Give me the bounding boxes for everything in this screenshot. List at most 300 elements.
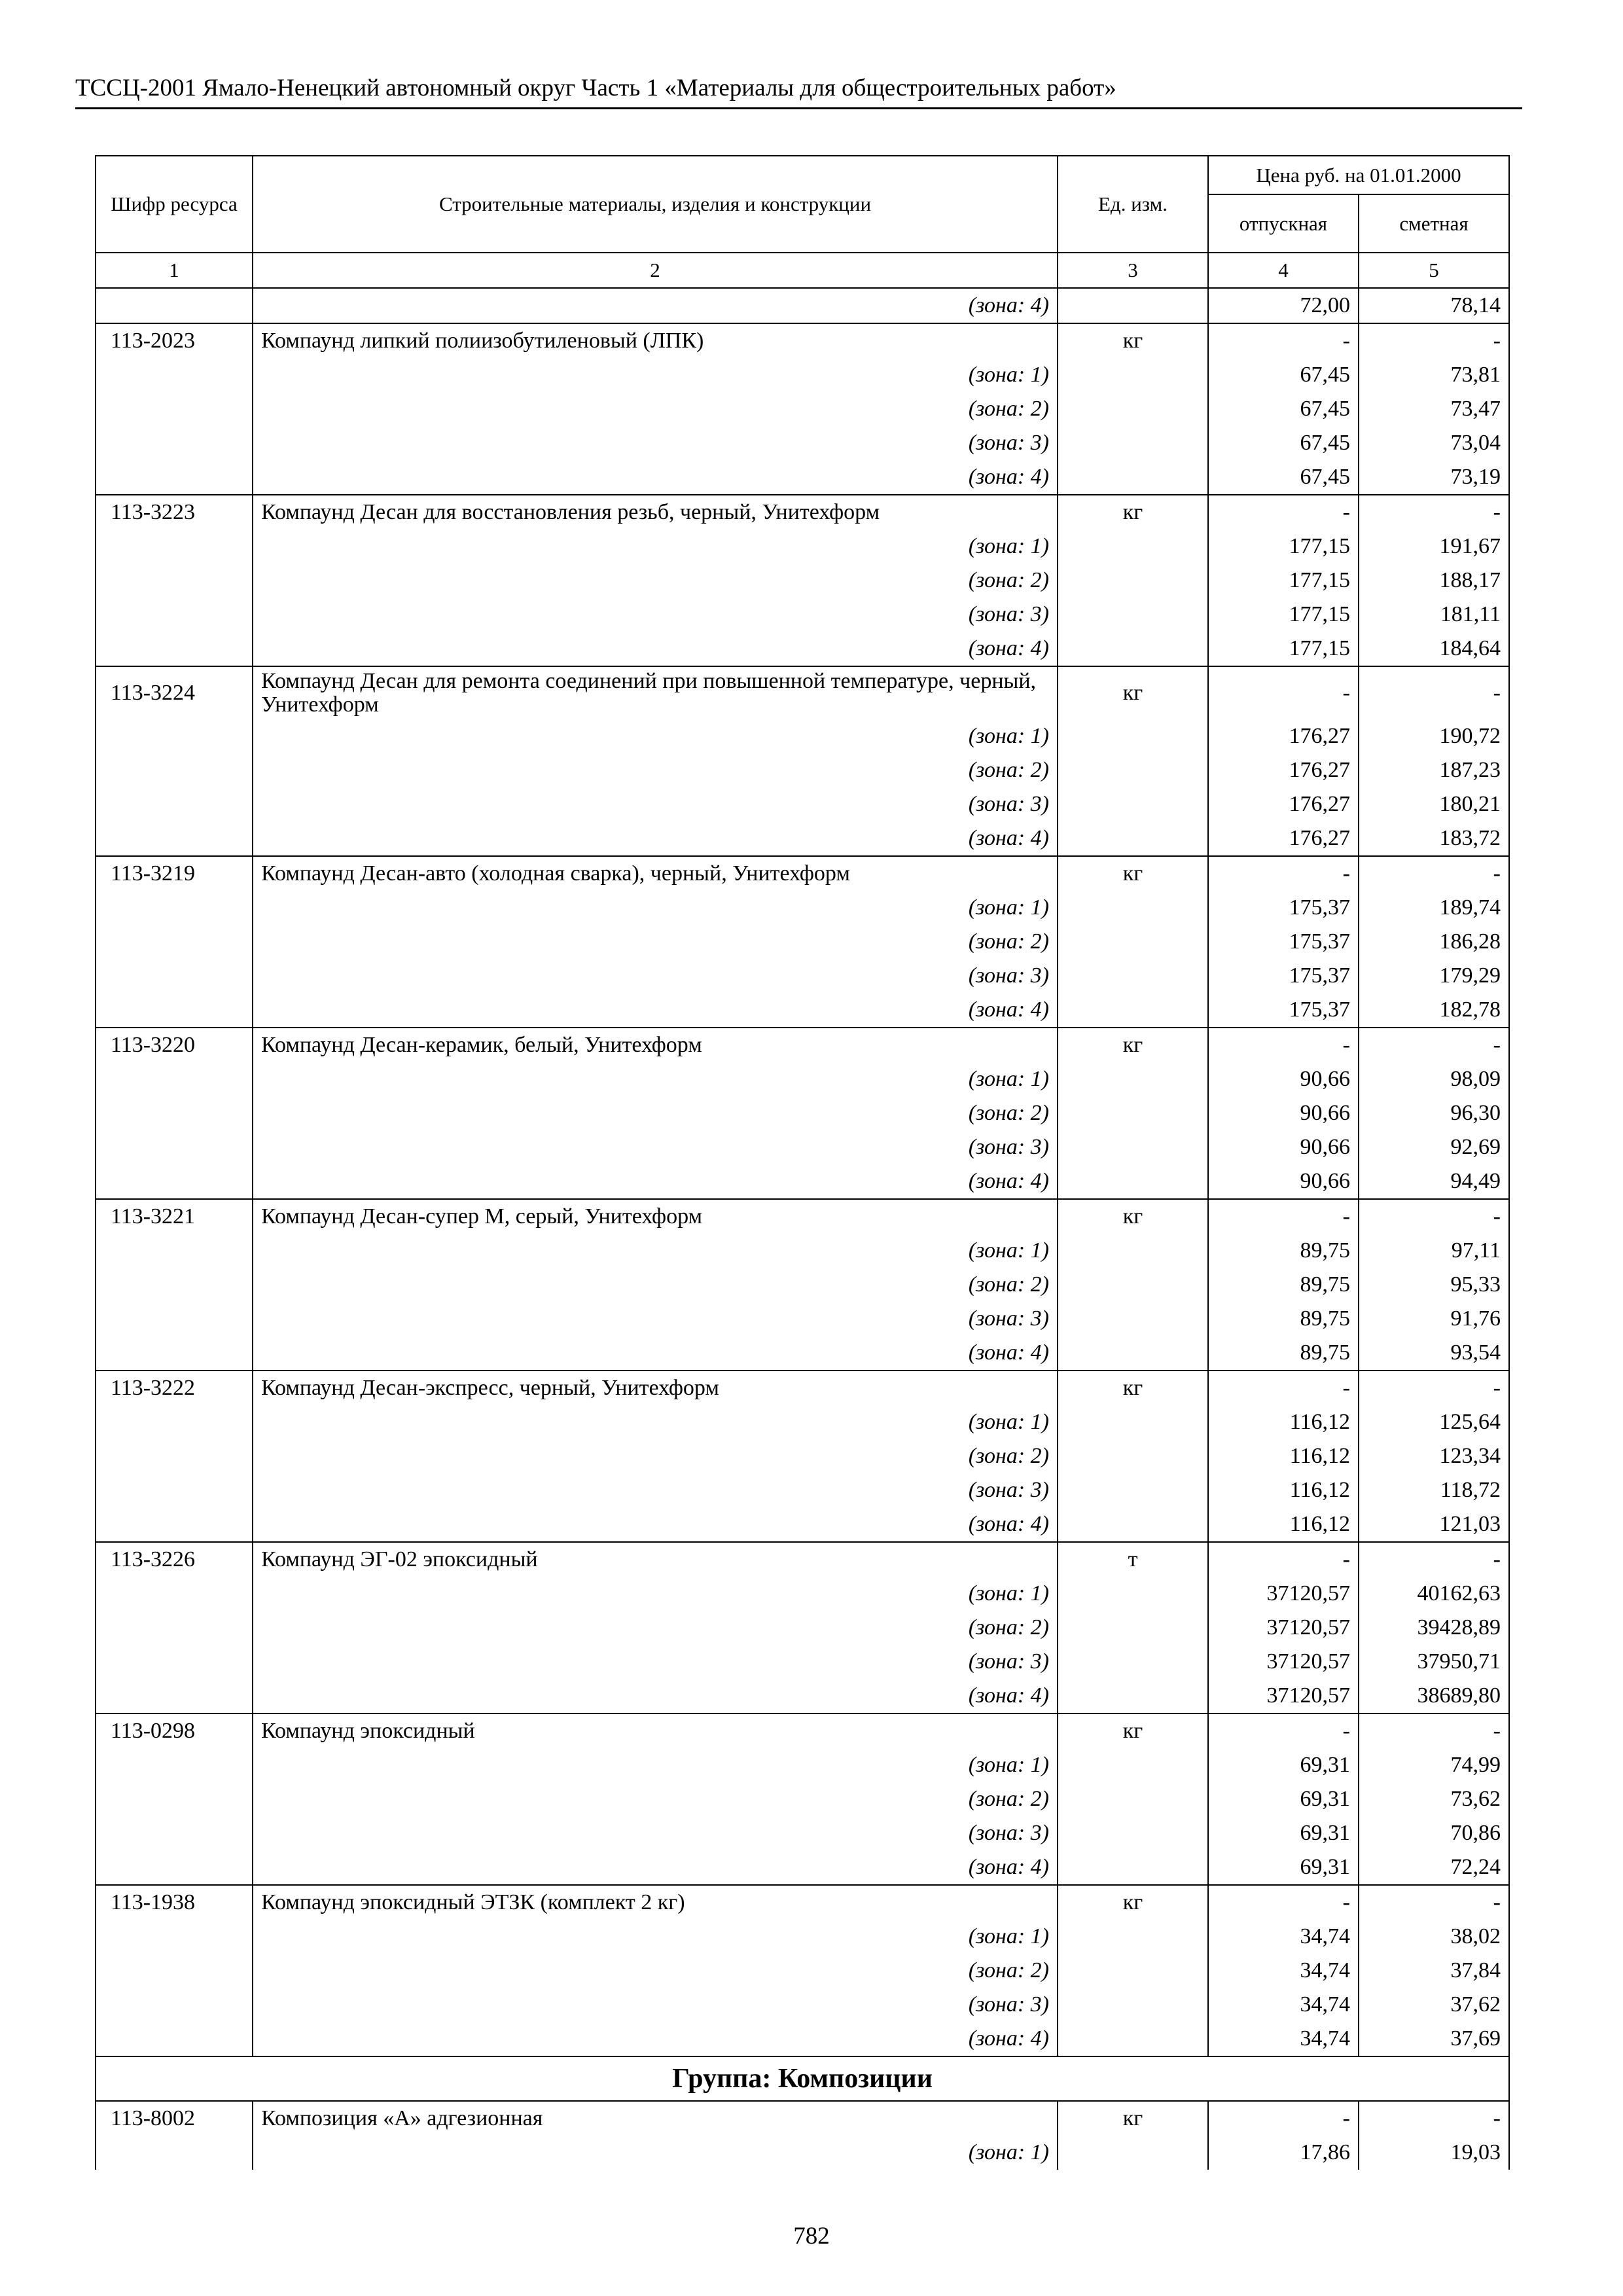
header-estimate: сметная	[1359, 194, 1509, 253]
estimate-price: 187,23	[1359, 753, 1509, 787]
zone-row	[96, 1988, 1509, 2022]
estimate-price: 72,24	[1359, 1850, 1509, 1885]
release-price: 175,37	[1208, 891, 1359, 925]
cell-unit	[1058, 1268, 1208, 1302]
cell-code	[96, 1782, 253, 1816]
zone-row	[96, 1302, 1509, 1336]
zone-row	[96, 2136, 1509, 2170]
estimate-price: 184,64	[1359, 632, 1509, 666]
cell-code	[96, 1130, 253, 1164]
zone-label: (зона: 2)	[253, 925, 1058, 959]
cell-code	[96, 959, 253, 993]
zone-label: (зона: 3)	[253, 787, 1058, 821]
zone-label: (зона: 2)	[253, 1268, 1058, 1302]
column-number: 3	[1058, 253, 1208, 288]
release-price: 90,66	[1208, 1062, 1359, 1096]
release-price: 37120,57	[1208, 1679, 1359, 1713]
zone-label: (зона: 4)	[253, 288, 1058, 323]
zone-label: (зона: 3)	[253, 1645, 1058, 1679]
zone-row	[96, 1748, 1509, 1782]
cell-unit	[1058, 1577, 1208, 1611]
zone-row	[96, 959, 1509, 993]
zone-label: (зона: 1)	[253, 529, 1058, 564]
release-price: 175,37	[1208, 959, 1359, 993]
zone-row	[96, 1679, 1509, 1713]
cell-code	[96, 1920, 253, 1954]
header-release: отпускная	[1208, 194, 1359, 253]
cell-unit	[1058, 821, 1208, 856]
zone-row	[96, 564, 1509, 598]
cell-unit	[1058, 1439, 1208, 1473]
estimate-price: 19,03	[1359, 2136, 1509, 2170]
release-price: 176,27	[1208, 753, 1359, 787]
resource-code: 113-3224	[96, 666, 253, 719]
column-number: 4	[1208, 253, 1359, 288]
zone-label: (зона: 1)	[253, 1748, 1058, 1782]
cell-code	[96, 460, 253, 495]
zone-label: (зона: 4)	[253, 821, 1058, 856]
release-price: 69,31	[1208, 1816, 1359, 1850]
cell-unit	[1058, 288, 1208, 323]
zone-row	[96, 1096, 1509, 1130]
cell-unit	[1058, 392, 1208, 426]
material-name: Компаунд эпоксидный ЭТЗК (комплект 2 кг)	[253, 1885, 1058, 1920]
release-price: -	[1208, 856, 1359, 891]
cell-code	[96, 993, 253, 1028]
zone-row	[96, 1782, 1509, 1816]
cell-code	[96, 426, 253, 460]
estimate-price: 73,81	[1359, 358, 1509, 392]
zone-label: (зона: 4)	[253, 993, 1058, 1028]
carry-over-section	[96, 288, 1509, 323]
material-name: Компаунд Десан для восстановления резьб, черный, Унитехформ	[253, 495, 1058, 529]
release-price: 37120,57	[1208, 1577, 1359, 1611]
group-section	[96, 2056, 1509, 2101]
unit-cell: кг	[1058, 1713, 1208, 1748]
cell-code	[96, 753, 253, 787]
estimate-price: 181,11	[1359, 598, 1509, 632]
estimate-price: 121,03	[1359, 1507, 1509, 1542]
release-price: 34,74	[1208, 1988, 1359, 2022]
cell-code	[96, 1062, 253, 1096]
cell-unit	[1058, 1920, 1208, 1954]
resource-code: 113-2023	[96, 323, 253, 358]
resource-code: 113-8002	[96, 2101, 253, 2136]
release-price: -	[1208, 2101, 1359, 2136]
estimate-price: 98,09	[1359, 1062, 1509, 1096]
cell-unit	[1058, 1988, 1208, 2022]
zone-row	[96, 1130, 1509, 1164]
estimate-price: 38689,80	[1359, 1679, 1509, 1713]
zone-row	[96, 821, 1509, 856]
cell-unit	[1058, 632, 1208, 666]
estimate-price: -	[1359, 1199, 1509, 1234]
cell-code	[96, 1268, 253, 1302]
zone-label: (зона: 1)	[253, 358, 1058, 392]
column-number: 2	[253, 253, 1058, 288]
estimate-price: 191,67	[1359, 529, 1509, 564]
zone-row	[96, 1336, 1509, 1371]
cell-code	[96, 2136, 253, 2170]
zone-label: (зона: 4)	[253, 1164, 1058, 1199]
estimate-price: 186,28	[1359, 925, 1509, 959]
cell-unit	[1058, 426, 1208, 460]
estimate-price: -	[1359, 495, 1509, 529]
material-name: Компаунд Десан-авто (холодная сварка), черный, Унитехформ	[253, 856, 1058, 891]
column-number: 5	[1359, 253, 1509, 288]
zone-row	[96, 1507, 1509, 1542]
zone-row	[96, 358, 1509, 392]
item-row	[96, 1028, 1509, 1062]
zone-label: (зона: 3)	[253, 1473, 1058, 1507]
cell-unit	[1058, 358, 1208, 392]
zone-row	[96, 1405, 1509, 1439]
zone-label: (зона: 3)	[253, 598, 1058, 632]
material-name: Композиция «А» адгезионная	[253, 2101, 1058, 2136]
release-price: 67,45	[1208, 392, 1359, 426]
estimate-price: -	[1359, 1028, 1509, 1062]
unit-cell: кг	[1058, 1885, 1208, 1920]
cell-unit	[1058, 564, 1208, 598]
release-price: 72,00	[1208, 288, 1359, 323]
cell-unit	[1058, 959, 1208, 993]
estimate-price: 180,21	[1359, 787, 1509, 821]
zone-label: (зона: 1)	[253, 1234, 1058, 1268]
estimate-price: -	[1359, 666, 1509, 719]
zone-row	[96, 1268, 1509, 1302]
unit-cell: кг	[1058, 2101, 1208, 2136]
cell-code	[96, 821, 253, 856]
unit-cell: кг	[1058, 495, 1208, 529]
zone-row	[96, 1164, 1509, 1199]
zone-label: (зона: 2)	[253, 564, 1058, 598]
zone-row	[96, 787, 1509, 821]
zone-row	[96, 993, 1509, 1028]
estimate-price: 37950,71	[1359, 1645, 1509, 1679]
cell-code	[96, 925, 253, 959]
release-price: 90,66	[1208, 1096, 1359, 1130]
estimate-price: 38,02	[1359, 1920, 1509, 1954]
estimate-price: -	[1359, 856, 1509, 891]
estimate-price: 123,34	[1359, 1439, 1509, 1473]
estimate-price: 183,72	[1359, 821, 1509, 856]
cell-unit	[1058, 1062, 1208, 1096]
cell-code	[96, 2022, 253, 2056]
cell-unit	[1058, 719, 1208, 753]
zone-row	[96, 632, 1509, 666]
zone-label: (зона: 4)	[253, 1679, 1058, 1713]
cell-unit	[1058, 993, 1208, 1028]
cell-code	[96, 1679, 253, 1713]
zone-label: (зона: 2)	[253, 392, 1058, 426]
zone-label: (зона: 1)	[253, 1405, 1058, 1439]
zone-label: (зона: 1)	[253, 891, 1058, 925]
material-name: Компаунд ЭГ-02 эпоксидный	[253, 1542, 1058, 1577]
release-price: -	[1208, 323, 1359, 358]
estimate-price: 179,29	[1359, 959, 1509, 993]
zone-label: (зона: 1)	[253, 1062, 1058, 1096]
resource-code: 113-0298	[96, 1713, 253, 1748]
unit-cell: кг	[1058, 856, 1208, 891]
zone-label: (зона: 4)	[253, 2022, 1058, 2056]
resource-code: 113-3219	[96, 856, 253, 891]
release-price: 177,15	[1208, 598, 1359, 632]
group-row	[96, 2056, 1509, 2101]
estimate-price: 92,69	[1359, 1130, 1509, 1164]
zone-row	[96, 1645, 1509, 1679]
material-name: Компаунд Десан-супер М, серый, Унитехформ	[253, 1199, 1058, 1234]
items-section	[96, 323, 1509, 2056]
estimate-price: -	[1359, 1542, 1509, 1577]
zone-row	[96, 1234, 1509, 1268]
cell-code	[96, 1577, 253, 1611]
estimate-price: 94,49	[1359, 1164, 1509, 1199]
zone-row	[96, 925, 1509, 959]
table-head	[96, 156, 1509, 288]
cell-unit	[1058, 1164, 1208, 1199]
zone-label: (зона: 4)	[253, 460, 1058, 495]
cell-code	[96, 787, 253, 821]
release-price: -	[1208, 1028, 1359, 1062]
cell-unit	[1058, 1336, 1208, 1371]
resource-code: 113-3223	[96, 495, 253, 529]
item-row	[96, 1542, 1509, 1577]
estimate-price: 74,99	[1359, 1748, 1509, 1782]
zone-row	[96, 392, 1509, 426]
zone-row	[96, 529, 1509, 564]
header-price: Цена руб. на 01.01.2000	[1208, 156, 1509, 194]
release-price: 67,45	[1208, 358, 1359, 392]
cell-code	[96, 392, 253, 426]
cell-unit	[1058, 1645, 1208, 1679]
zone-label: (зона: 4)	[253, 1507, 1058, 1542]
zone-label: (зона: 4)	[253, 632, 1058, 666]
release-price: 89,75	[1208, 1336, 1359, 1371]
item-row	[96, 1199, 1509, 1234]
estimate-price: 39428,89	[1359, 1611, 1509, 1645]
zone-row	[96, 719, 1509, 753]
zone-label: (зона: 1)	[253, 719, 1058, 753]
zone-label: (зона: 2)	[253, 1782, 1058, 1816]
unit-cell: кг	[1058, 1371, 1208, 1405]
item-row	[96, 1371, 1509, 1405]
estimate-price: -	[1359, 1371, 1509, 1405]
resource-code: 113-1938	[96, 1885, 253, 1920]
cell-unit	[1058, 1473, 1208, 1507]
cell-code	[96, 358, 253, 392]
release-price: 69,31	[1208, 1748, 1359, 1782]
cell-code	[96, 598, 253, 632]
estimate-price: -	[1359, 1713, 1509, 1748]
cell-code	[96, 719, 253, 753]
zone-row	[96, 753, 1509, 787]
cell-unit	[1058, 460, 1208, 495]
zone-row	[96, 1954, 1509, 1988]
cell-code	[96, 1096, 253, 1130]
cell-code	[96, 1988, 253, 2022]
item-row	[96, 1713, 1509, 1748]
zone-row	[96, 1473, 1509, 1507]
estimate-price: 37,84	[1359, 1954, 1509, 1988]
estimate-price: 182,78	[1359, 993, 1509, 1028]
cell-code	[96, 288, 253, 323]
cell-code	[96, 1954, 253, 1988]
zone-label: (зона: 3)	[253, 1988, 1058, 2022]
cell-unit	[1058, 1302, 1208, 1336]
release-price: -	[1208, 1199, 1359, 1234]
item-row	[96, 323, 1509, 358]
cell-unit	[1058, 925, 1208, 959]
release-price: 175,37	[1208, 925, 1359, 959]
release-price: 69,31	[1208, 1850, 1359, 1885]
cell-unit	[1058, 1850, 1208, 1885]
cell-unit	[1058, 1096, 1208, 1130]
release-price: 34,74	[1208, 2022, 1359, 2056]
unit-cell: кг	[1058, 1199, 1208, 1234]
material-name: Компаунд Десан-экспресс, черный, Унитехформ	[253, 1371, 1058, 1405]
zone-row	[96, 891, 1509, 925]
item-row	[96, 495, 1509, 529]
cell-unit	[1058, 1234, 1208, 1268]
estimate-price: 95,33	[1359, 1268, 1509, 1302]
zone-label: (зона: 2)	[253, 1096, 1058, 1130]
cell-unit	[1058, 598, 1208, 632]
cell-unit	[1058, 1816, 1208, 1850]
zone-label: (зона: 1)	[253, 2136, 1058, 2170]
page-number: 782	[793, 2223, 830, 2250]
release-price: 89,75	[1208, 1234, 1359, 1268]
release-price: 34,74	[1208, 1954, 1359, 1988]
estimate-price: 73,47	[1359, 392, 1509, 426]
release-price: 37120,57	[1208, 1645, 1359, 1679]
estimate-price: 125,64	[1359, 1405, 1509, 1439]
estimate-price: 188,17	[1359, 564, 1509, 598]
release-price: 177,15	[1208, 529, 1359, 564]
cell-code	[96, 1507, 253, 1542]
cell-code	[96, 1748, 253, 1782]
resource-code: 113-3221	[96, 1199, 253, 1234]
estimate-price: 93,54	[1359, 1336, 1509, 1371]
cell-unit	[1058, 1130, 1208, 1164]
estimate-price: 37,69	[1359, 2022, 1509, 2056]
price-table	[95, 155, 1510, 2170]
estimate-price: -	[1359, 2101, 1509, 2136]
zone-label: (зона: 4)	[253, 1850, 1058, 1885]
cell-unit	[1058, 1679, 1208, 1713]
cell-code	[96, 1302, 253, 1336]
cell-code	[96, 1405, 253, 1439]
document-header: ТССЦ-2001 Ямало-Ненецкий автономный округ Часть 1 «Материалы для общестроительных работ»	[75, 72, 1522, 109]
release-price: 176,27	[1208, 719, 1359, 753]
cell-code	[96, 1611, 253, 1645]
release-price: 34,74	[1208, 1920, 1359, 1954]
cell-code	[96, 1439, 253, 1473]
estimate-price: 40162,63	[1359, 1577, 1509, 1611]
release-price: 89,75	[1208, 1302, 1359, 1336]
zone-row	[96, 426, 1509, 460]
release-price: 17,86	[1208, 2136, 1359, 2170]
cell-code	[96, 891, 253, 925]
zone-label: (зона: 3)	[253, 959, 1058, 993]
cell-code	[96, 1645, 253, 1679]
zone-label: (зона: 3)	[253, 426, 1058, 460]
cell-unit	[1058, 1748, 1208, 1782]
cell-code	[96, 1850, 253, 1885]
zone-label: (зона: 2)	[253, 753, 1058, 787]
zone-row	[96, 1439, 1509, 1473]
estimate-price: 190,72	[1359, 719, 1509, 753]
cell-code	[96, 632, 253, 666]
estimate-price: 91,76	[1359, 1302, 1509, 1336]
cell-unit	[1058, 1954, 1208, 1988]
header-name: Строительные материалы, изделия и конструкции	[253, 156, 1058, 253]
release-price: -	[1208, 1713, 1359, 1748]
unit-cell: кг	[1058, 1028, 1208, 1062]
release-price: -	[1208, 1371, 1359, 1405]
estimate-price: 189,74	[1359, 891, 1509, 925]
release-price: 176,27	[1208, 787, 1359, 821]
estimate-price: 118,72	[1359, 1473, 1509, 1507]
item-row	[96, 666, 1509, 719]
release-price: 67,45	[1208, 426, 1359, 460]
material-name: Компаунд липкий полиизобутиленовый (ЛПК)	[253, 323, 1058, 358]
zone-label: (зона: 2)	[253, 1439, 1058, 1473]
cell-code	[96, 564, 253, 598]
unit-cell: кг	[1058, 323, 1208, 358]
zone-row	[96, 1850, 1509, 1885]
release-price: 116,12	[1208, 1439, 1359, 1473]
zone-label: (зона: 1)	[253, 1577, 1058, 1611]
estimate-price: 73,62	[1359, 1782, 1509, 1816]
estimate-price: 78,14	[1359, 288, 1509, 323]
zone-row	[96, 460, 1509, 495]
material-name: Компаунд Десан для ремонта соединений при повышенной температуре, черный, Унитехформ	[253, 666, 1058, 719]
zone-label: (зона: 3)	[253, 1130, 1058, 1164]
zone-row	[96, 1577, 1509, 1611]
zone-label: (зона: 3)	[253, 1816, 1058, 1850]
release-price: 37120,57	[1208, 1611, 1359, 1645]
zone-label: (зона: 1)	[253, 1920, 1058, 1954]
cell-unit	[1058, 2136, 1208, 2170]
cell-code	[96, 1234, 253, 1268]
cell-unit	[1058, 753, 1208, 787]
cell-unit	[1058, 1782, 1208, 1816]
release-price: -	[1208, 666, 1359, 719]
group-title: Группа: Композиции	[96, 2056, 1509, 2101]
release-price: -	[1208, 1542, 1359, 1577]
cell-unit	[1058, 1405, 1208, 1439]
zone-row	[96, 1611, 1509, 1645]
cell-unit	[1058, 2022, 1208, 2056]
release-price: 116,12	[1208, 1473, 1359, 1507]
release-price: -	[1208, 495, 1359, 529]
release-price: 177,15	[1208, 564, 1359, 598]
zone-row	[96, 1816, 1509, 1850]
zone-row	[96, 2022, 1509, 2056]
zone-row	[96, 1062, 1509, 1096]
cell-unit	[1058, 891, 1208, 925]
zone-label: (зона: 2)	[253, 1954, 1058, 1988]
cell-unit	[1058, 1611, 1208, 1645]
column-number: 1	[96, 253, 253, 288]
release-price: 67,45	[1208, 460, 1359, 495]
estimate-price: -	[1359, 1885, 1509, 1920]
group-items-section	[96, 2101, 1509, 2170]
unit-cell: кг	[1058, 666, 1208, 719]
release-price: 176,27	[1208, 821, 1359, 856]
zone-label: (зона: 2)	[253, 1611, 1058, 1645]
cell-code	[96, 529, 253, 564]
